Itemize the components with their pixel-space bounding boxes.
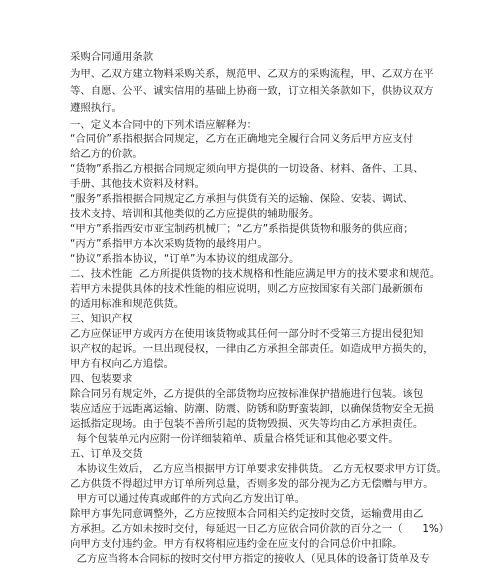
text-line: 给乙方的价款。 [70,148,143,160]
section-heading: 一、定义本合同中的下列术语应解释为： [70,119,258,131]
text-line: 装应适应于远距离运输、防潮、防震、防锈和防野蛮装卸，以确保货物安全无损 [70,403,434,415]
section-heading: 四、包装要求 [70,373,133,385]
text-line: 为甲、乙双方建立物料采购关系，规范甲、乙双方的采购流程，甲、乙双方在平 [70,68,434,80]
text-line: 手册、其他技术资料及材料。 [70,178,206,190]
text-line: 甲方可以通过传真或邮件的方式向乙方发出订单。 [70,493,306,505]
text-line: 方承担。乙方如未按时交付，每延迟一日乙方应依合同价款的百分之一（ 1%） [70,523,450,535]
text-line: 除合同另有规定外，乙方提供的全部货物均应按标准保护措施进行包装。该包 [70,388,424,400]
text-line: 乙方应当将本合同标的按时交付甲方指定的接收人（见具体的设备订货单及专 [70,553,430,565]
text-line: 本协议生效后， 乙方应当根据甲方订单要求安排供货。 乙方无权要求甲方订货。 [70,463,447,475]
document-title: 采购合同通用条款 [70,51,154,63]
text-line: 乙方供货不得超过甲方订单所列总量，否则多发的部分视为乙方无偿赠与甲方。 [70,478,434,490]
text-line: 识产权的起诉。一旦出现侵权，一律由乙方承担全部责任。如造成甲方损失的， [70,343,434,355]
text-line: “货物”系指乙方根据合同规定须向甲方提供的一切设备、材料、备件、工具、 [70,163,424,175]
text-line: “丙方”系指甲方本次采购货物的最终用户。 [70,238,268,250]
section-heading: 二、技术性能 乙方所提供货物的技术规格和性能应满足甲方的技术要求和规范。 [70,268,441,280]
text-line: “甲方”系指西安市亚宝制药机械厂；“乙方”系指提供货物和服务的供应商； [70,223,414,235]
section-heading: 三、知识产权 [70,313,133,325]
text-line: 遵照执行。 [70,102,122,114]
text-line: 技术支持、培训和其他类似的乙方应提供的辅助服务。 [70,208,320,220]
text-line: “服务”系指根据合同规定乙方承担与供货有关的运输、保险、安装、调试、 [70,193,414,205]
text-line: 的适用标准和规范供货。 [70,298,185,310]
text-line: 甲方有权向乙方追偿。 [70,358,174,370]
text-line: 向甲方支付违约金。甲方有权将相应违约金在应支付的合同总价中扣除。 [70,538,403,550]
text-line: 乙方应保证甲方或丙方在使用该货物或其任何一部分时不受第三方提出侵犯知 [70,328,424,340]
text-line: 等、自愿、公平、诚实信用的基础上协商一致，订立相关条款如下，供协议双方 [70,85,434,97]
text-line: 每个包装单元内应附一份详细装箱单、质量合格凭证和其他必要文件。 [70,433,399,445]
text-line: 运抵指定现场。由于包装不善所引起的货物毁损、灭失等均由乙方承担责任。 [70,418,424,430]
text-line: 除甲方事先同意调整外，乙方应按照本合同相关约定按时交货，运输费用由乙 [70,508,424,520]
text-line: “合同价”系指根据合同规定，乙方在正确地完全履行合同义务后甲方应支付 [70,133,414,145]
text-line: 若甲方未提供具体的技术性能的相应说明，则乙方应按国家有关部门最新颁布 [70,283,424,295]
section-heading: 五、订单及交货 [70,448,143,460]
text-line: “协议”系指本协议，“订单”为本协议的组成部分。 [70,253,300,265]
